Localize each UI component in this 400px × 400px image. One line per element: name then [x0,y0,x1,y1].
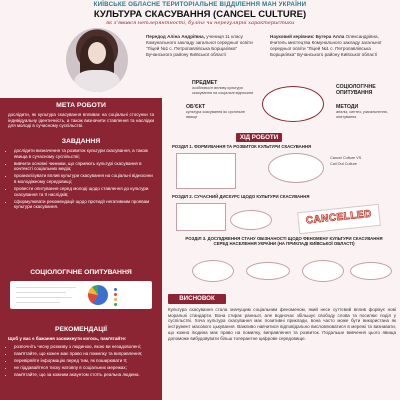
section-3-oval-2 [246,262,290,280]
recommendations-intro: Щоб у вас є бажання засмикнути когось, пам'ятайте: [8,336,127,341]
poster-title: КУЛЬТУРА СКАСУВАННЯ (CANCEL CULTURE) [93,9,307,20]
recommendation-item: • не піддавайтеся тиску натовпу в соціальних мережах; [14,365,156,371]
poster-subtitle: як з'явився нетлерянтності, булінг чи нерегулярні характеристики [105,20,295,26]
methodology-center-oval [262,86,324,122]
task-item: • вивчити основні чинники, що сприяють культурі скасування в контексті соціальних медіа; [14,161,156,172]
goal-heading: МЕТА РОБОТИ [56,102,106,109]
object-label: ОБ'ЄКТ [186,104,206,110]
recommendation-item: • пам'ятайте, що кожен має право на помилку та виправлення; [14,351,156,357]
author-photo [66,28,128,92]
task-item: • дослідити визначення та розвиток культури скасування, а також явища в сучасному суспільстві; [14,148,156,159]
section-2-image [176,203,226,231]
section-1-heading: РОЗДІЛ 1. ФОРМУВАННЯ ТА РОЗВИТОК КУЛЬТУРИ СКАСУВАННЯ [172,144,312,149]
subject-text: особливості впливу культури скасування на соціальні відносини [192,86,254,95]
section-3-oval-4 [350,262,392,280]
survey-chart-image [10,281,152,309]
advisor-details: Олександрівна, вчитель мистецтва Комунального закладу загальної середньої освіти "Ліцей №1 с. Петропавлівська Борщагівка" Бучанського району Київської області [270,34,382,57]
cancelled-text: CANCELLED [305,208,373,227]
advisor-name: Науковий керівник: Бугера Алла [270,34,345,39]
subject-label: ПРЕДМЕТ [192,80,218,86]
legend-item-1: Cancel Culture VS [330,156,362,160]
tasks-heading: ЗАВДАННЯ [61,138,101,145]
tasks-list [8,148,156,211]
recommendation-item: • перевіряйте інформацію перед тим, як поширювати її; [14,358,156,364]
task-item: • проаналізувати вплив культури скасування на соціальні відносини в молодіжному середовищі; [14,173,156,184]
section-1-timeline-image [176,153,236,189]
organization-title: КИЇВСЬКЕ ОБЛАСНЕ ТЕРИТОРІАЛЬНЕ ВІДДІЛЕННЯ МАН УКРАЇНИ [93,1,307,8]
conclusions-text: Культура скасування стала значущим соціальним феноменом, який несе суттєвий вплив формує нові моральні стандарти. Вона стирає ранньої, але водночас збільшує свободу слова та посилює поділ у суспільстві. Хоча культура скасування має позитивні приклади, вона часто може бути використана як інструмент масового цькування. Важливо навчитися відповідально висловлюватися в мережі та визнавати, що кожна людина має право на помилку, виправлення та розвиток. Подальше вивчення цього явища допоможе вибудовувати більш толерантне цифрове середовище. [168,307,396,341]
task-item: • сформулювати рекомендації щодо протидії негативним проявам культури скасування. [14,199,156,210]
left-sidebar [0,98,162,400]
section-3-oval-1 [192,260,234,282]
recommendations-heading: РЕКОМЕНДАЦІЇ [54,326,108,333]
goal-text: дослідити, як культура скасування впливає на соціальні стосунки та індивідуальну ідентичність, а також визначити ставлення та наслідки для молоді в сучасному суспільстві. [8,112,154,129]
progress-heading: ХІД РОБОТИ [236,133,282,142]
section-3-heading: РОЗДІЛ 3. ДОСЛІДЖЕННЯ СТАНУ ОБІЗНАНОСТІ ЩОДО ФЕНОМЕНУ КУЛЬТУРИ СКАСУВАННЯ СЕРЕД НАСЕЛЕННЯ УКРАЇНИ (НА ПРИКЛАДІ КИЇВСЬКОЇ ОБЛАСТІ) [185,236,383,247]
survey-pie-chart [88,285,108,305]
advisor-info [270,34,394,58]
student-name: Передод Аліна Андріївна, [146,34,206,39]
survey-heading: СОЦІОЛОГІЧНЕ ОПИТУВАННЯ [30,269,132,276]
recommendation-item: • розпочніть чесну розмову з людиною, якою ви незадоволені; [14,344,156,350]
section-1-diagram [268,153,324,183]
conclusions-heading: ВИСНОВОК [168,294,226,304]
section-2-diagram [230,210,272,230]
student-info [146,34,258,58]
section-3-oval-3 [302,260,344,282]
recommendations-list [8,344,156,379]
object-text: культура скасування як суспільне явище [186,110,245,119]
student-details: учениця 11 класу Комунального закладу загальної середньої освіти "Ліцей №1 с. Петропавлівська Борщагівка" Бучанського району Київської області [146,34,253,57]
survey-label: СОЦІОЛОГІЧНЕ ОПИТУВАННЯ [336,84,376,96]
task-item: • провести опитування серед молоді щодо ставлення до культури скасування та її наслідків; [14,186,156,197]
methods-text: аналіз, синтез, узагальнення, опитування [336,110,388,119]
methods-label: МЕТОДИ [336,104,359,110]
recommendation-item: • пам'ятайте, що за кожним акаунтом стоїть реальна людина. [14,372,156,378]
section-2-heading: РОЗДІЛ 2. СУЧАСНИЙ ДИСКУРС ЩОДО КУЛЬТУРИ СКАСУВАННЯ [172,194,310,199]
cancelled-stamp [297,204,381,234]
legend-item-2: Call Out Culture [330,162,358,166]
